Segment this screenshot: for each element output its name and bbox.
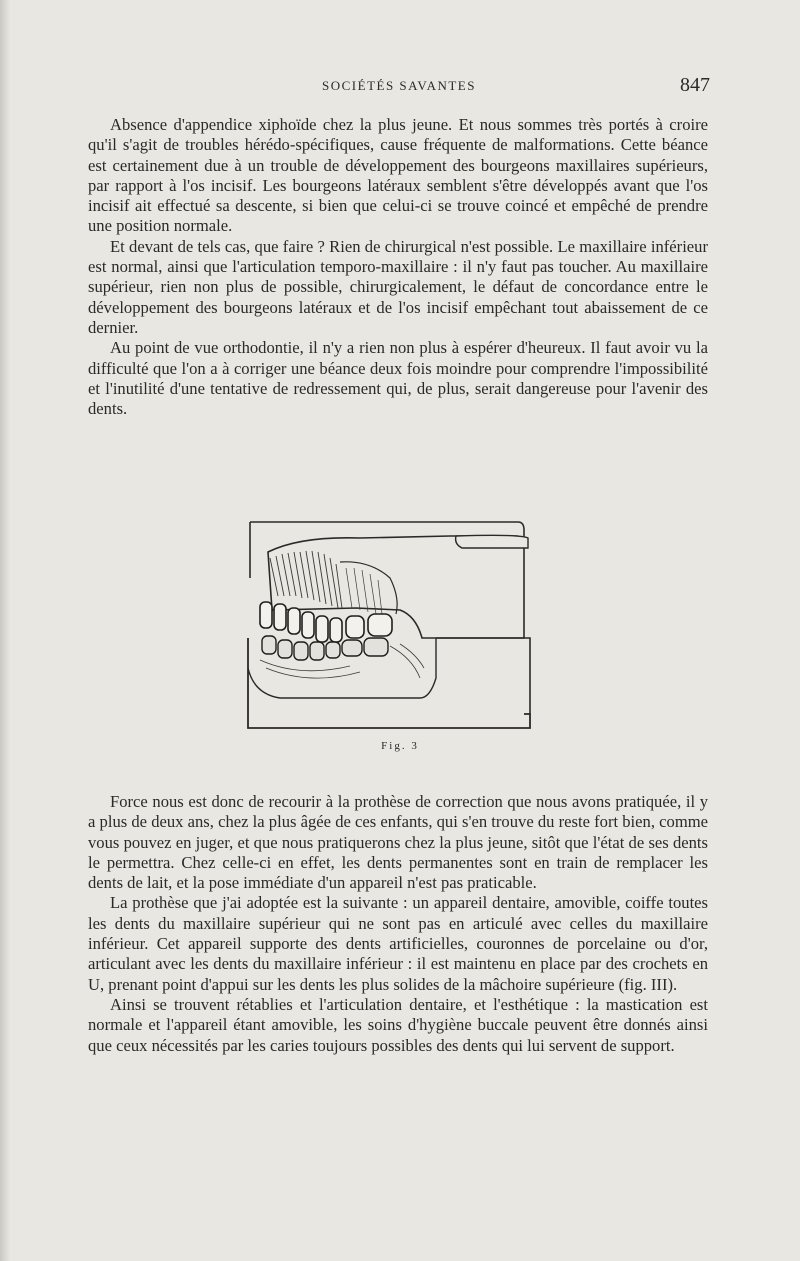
paragraph: Au point de vue orthodontie, il n'y a rien non plus à espérer d'heureux. Il faut avoir vu la difficulté que l'on a à corriger une béance deux fois moindre pour comprendre l'impossibilité et l'inutilité d'une tentative de redressement qui, de plus, serait dangereuse pour l'avenir des dents. — [88, 338, 708, 419]
paragraph: Absence d'appendice xiphoïde chez la plus jeune. Et nous sommes très portés à croire qu'il s'agit de troubles hérédo-spécifiques, cause fréquente de malformations. Cette béance est certainement due à un trouble de développement des bourgeons maxillaires supérieurs, par rapport à l'os incisif. Les bourgeons latéraux semblent s'être développés avant que l'os incisif ait effectué sa descente, si bien que celui-ci se trouve coincé et empêché de prendre une position normale. — [88, 115, 708, 236]
text-block-after-figure — [88, 792, 708, 1056]
paragraph: La prothèse que j'ai adoptée est la suivante : un appareil dentaire, amovible, coiffe toutes les dents du maxillaire supérieur qui ne sont pas en articulé avec celles du maxillaire inférieur. Cet appareil supporte des dents artificielles, couronnes de porcelaine ou d'or, articulant avec les dents du maxillaire inférieur : il est maintenu en place par des crochets en U, prenant point d'appui sur les dents les plus solides de la mâchoire supérieure (fig. III). — [88, 893, 708, 994]
text-block-before-figure — [88, 115, 708, 419]
figure-caption: Fig. 3 — [381, 740, 419, 752]
paragraph: Force nous est donc de recourir à la prothèse de correction que nous avons pratiquée, il y a plus de deux ans, chez la plus âgée de ces enfants, qui s'en trouve du reste fort bien, comme vous pouvez en juger, et que nous pratiquerons chez la plus jeune, sitôt que l'état de ses dents le permettra. Chez celle-ci en effet, les dents permanentes sont en train de remplacer les dents de lait, et la pose immédiate d'un appareil n'est pas praticable. — [88, 792, 708, 893]
running-title: SOCIÉTÉS SAVANTES — [322, 78, 476, 93]
paragraph: Ainsi se trouvent rétablies et l'articulation dentaire, et l'esthétique : la mastication est normale et l'appareil étant amovible, les soins d'hygiène buccale peuvent être donnés ainsi que ceux nécessités par les caries toujours possibles des dents qui lui servent de support. — [88, 994, 708, 1055]
figure-dental-cast-illustration — [240, 518, 542, 742]
page-header — [88, 74, 710, 98]
page-edge-shadow — [0, 0, 10, 1261]
paragraph: Et devant de tels cas, que faire ? Rien de chirurgical n'est possible. Le maxillaire inférieur est normal, ainsi que l'articulation temporo-maxillaire : il n'y faut pas toucher. Au maxillaire supérieur, rien non plus de possible, chirurgicalement, le défaut de concordance entre le développement des bourgeons latéraux et de l'os incisif empêchant tout abaissement de ce dernier. — [88, 236, 708, 337]
dental-cast-drawing — [240, 518, 542, 742]
page-number: 847 — [680, 74, 710, 96]
